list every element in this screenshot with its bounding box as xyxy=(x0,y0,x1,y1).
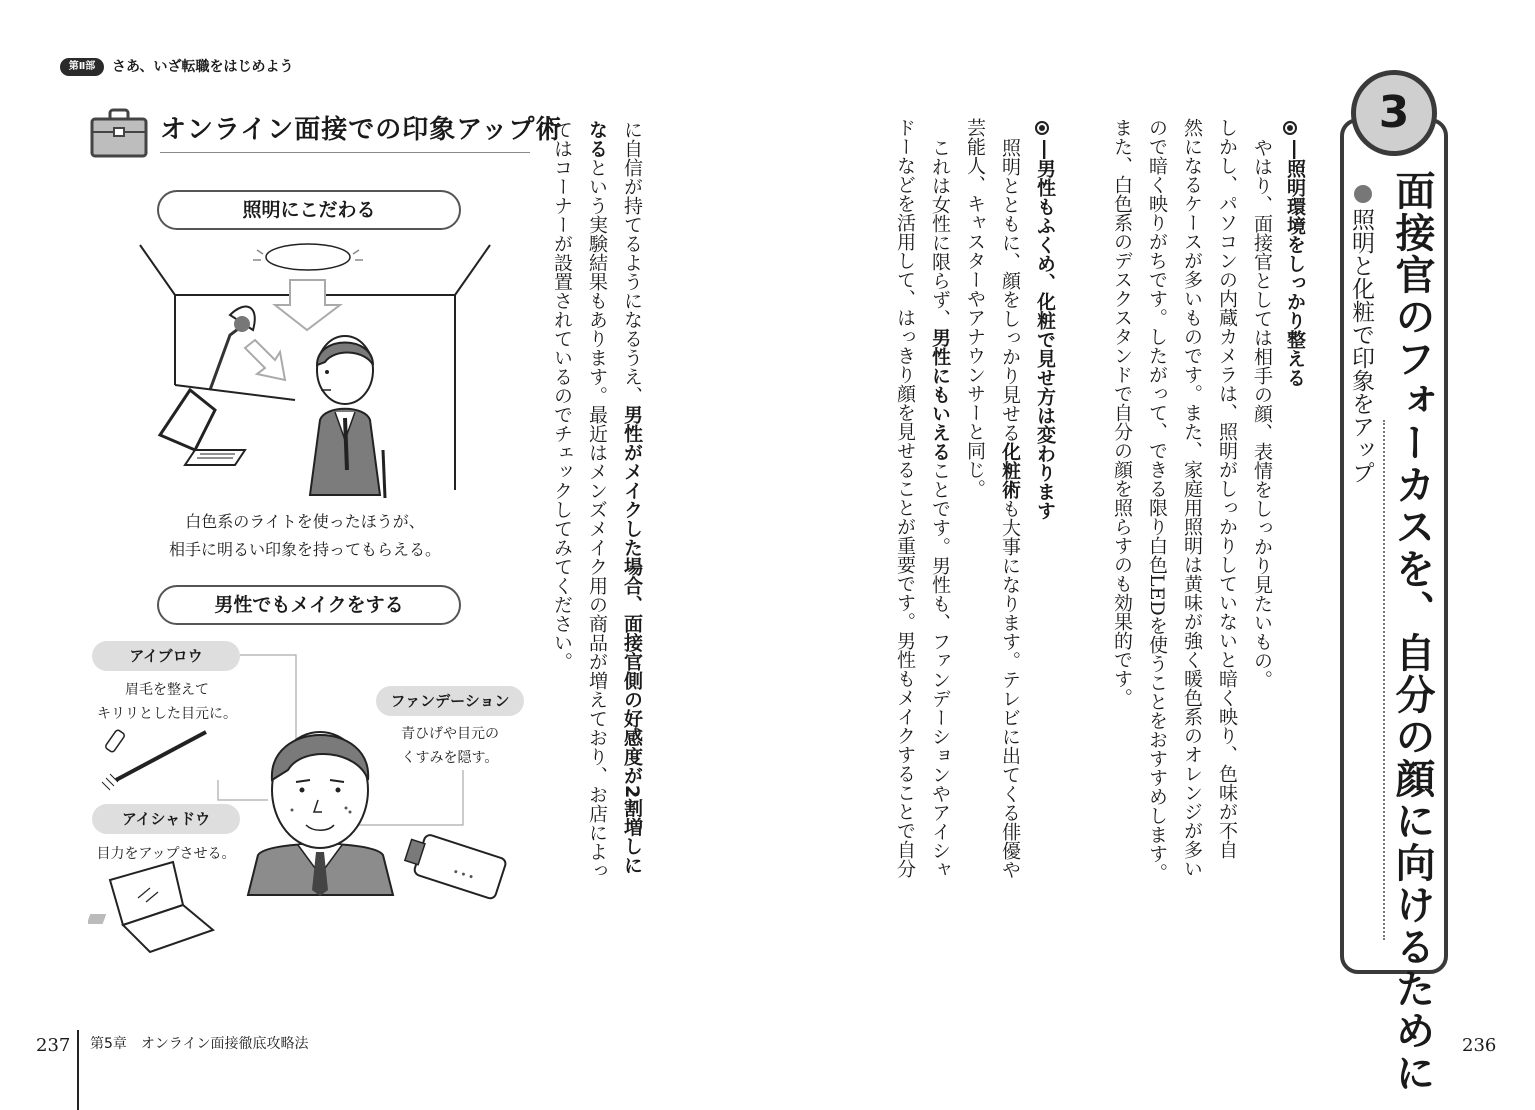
note-eyebrow-line-2: キリリとした目元に。 xyxy=(97,706,237,722)
right-body-s1-col-1: やはり、面接官としては相手の顔、表情をしっかり見たいもの。 xyxy=(1251,138,1273,689)
chapter-number-badge: 3 xyxy=(1351,70,1437,156)
bullet-icon xyxy=(1035,120,1049,139)
pill-lighting: 照明にこだわる xyxy=(157,190,461,230)
running-header: さあ、いざ転職をはじめよう xyxy=(112,59,294,75)
tag-eyeshadow: アイシャドウ xyxy=(92,804,240,834)
section-heading-lighting: ―照明環境をしっかり整える xyxy=(1284,140,1306,387)
lighting-caption-line-2: 相手に明るい印象を持ってもらえる。 xyxy=(168,540,441,559)
note-eyebrow-line-1: 眉毛を整えて xyxy=(125,682,209,698)
bullet-icon xyxy=(1283,120,1297,139)
right-body-s1-col-4: ので暗く映りがちです。したがって、できる限り白色LEDを使うことをおすすめします。 xyxy=(1146,118,1168,882)
right-body-s1-col-2: しかし、パソコンの内蔵カメラは、照明がしっかりしていないと暗く映り、色味が不自 xyxy=(1216,118,1238,859)
lighting-caption xyxy=(150,508,460,564)
right-body-s2-col-1: 照明とともに、顔をしっかり見せる化粧術も大事になります。テレビに出てくる俳優や xyxy=(999,138,1021,879)
chapter-dotted-line xyxy=(1383,420,1385,940)
left-body-column-3: てはコーナーが設置されているのでチェックしてみてください。 xyxy=(551,120,573,671)
chapter-title: 面接官のフォーカスを、自分の顔に向けるために xyxy=(1389,170,1435,1094)
pill-makeup: 男性でもメイクをする xyxy=(157,585,461,625)
lighting-caption-line-1: 白色系のライトを使ったほうが、 xyxy=(185,512,425,531)
right-body-s2-col-4: ドーなどを活用して、はっきり顔を見せることが重要です。男性もメイクすることで自分 xyxy=(894,118,916,878)
footer-rule xyxy=(77,1030,79,1110)
tag-foundation: ファンデーション xyxy=(376,686,524,716)
left-body-column-1: に自信が持てるようになるうえ、男性がメイクした場合、面接官側の好感度が2割増しに xyxy=(621,120,643,875)
note-eyeshadow: 目力をアップさせる。 xyxy=(96,846,236,862)
note-foundation xyxy=(376,722,524,770)
note-eyebrow xyxy=(78,678,256,726)
right-body-s1-col-3: 然になるケースが多いものです。また、家庭用照明は黄味が強く暖色系のオレンジが多い xyxy=(1181,118,1203,878)
footer-chapter-label: 第5章 オンライン面接徹底攻略法 xyxy=(90,1036,309,1052)
lighting-illustration xyxy=(135,240,495,500)
section-title: オンライン面接での印象アップ術 xyxy=(160,115,563,145)
section-title-rule xyxy=(160,152,530,153)
section-heading-makeup: ―男性もふくめ、化粧で見せ方は変わります xyxy=(1034,140,1056,520)
tag-eyebrow: アイブロウ xyxy=(92,641,240,671)
right-body-s2-col-3: これは女性に限らず、男性にもいえることです。男性も、ファンデーションやアイシャ xyxy=(929,138,951,879)
note-foundation-line-1: 青ひげや目元の xyxy=(401,726,499,742)
down-arrow-icon xyxy=(1354,185,1372,203)
right-body-s2-col-2: 芸能人、キャスターやアナウンサーと同じ。 xyxy=(964,118,986,498)
briefcase-icon xyxy=(90,108,148,158)
left-body-column-2: なるという実験結果もあります。最近はメンズメイク用の商品が増えており、お店によっ xyxy=(586,120,608,880)
note-foundation-line-2: くすみを隠す。 xyxy=(401,750,499,766)
left-page-number: 237 xyxy=(36,1035,71,1056)
right-body-s1-col-5: また、白色系のデスクスタンドで自分の顔を照らすのも効果的です。 xyxy=(1111,118,1133,707)
right-page-number: 236 xyxy=(1462,1035,1497,1056)
part-badge: 第Ⅱ部 xyxy=(60,58,104,76)
chapter-subtitle: 照明と化粧で印象をアップ xyxy=(1348,208,1374,484)
